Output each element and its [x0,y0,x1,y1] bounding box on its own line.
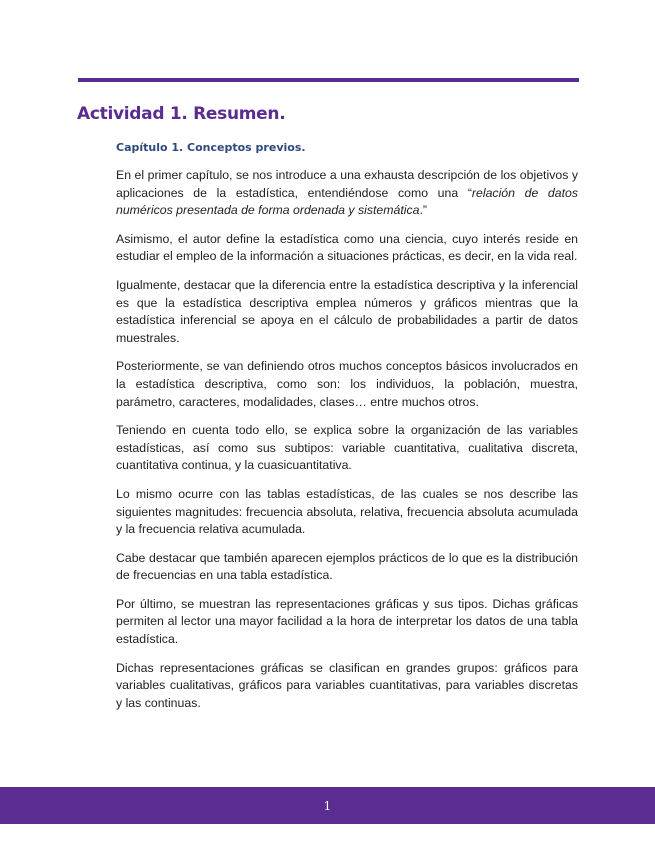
paragraph-4: Posteriormente, se van definiendo otros muchos conceptos básicos involucrados en la estadística descriptiva, como son: los individuos, la población, muestra, parámetro, caracteres, modalidades, clases… entre muchos otros. [116,359,578,409]
paragraph-1-end: .” [419,203,427,218]
paragraph-2: Asimismo, el autor define la estadística como una ciencia, cuyo interés reside en estudiar el empleo de la información a situaciones prácticas, es decir, en la vida real. [116,231,578,264]
paragraph-1-text: En el primer capítulo, se nos introduce a una exhausta descripción de los objetivos y aplicaciones de la estadística, entendiéndose como una “ [116,168,578,200]
paragraph-1 [116,167,578,220]
header-rule [78,78,579,82]
chapter-subtitle: Capítulo 1. Conceptos previos. [116,141,306,154]
footer-bar [0,787,655,824]
paragraph-9: Dichas representaciones gráficas se clasifican en grandes grupos: gráficos para variables cualitativas, gráficos para variables cuantitativas, para variables discretas y las continuas. [116,660,578,710]
document-body [116,167,578,723]
paragraph-7: Cabe destacar que también aparecen ejemplos prácticos de lo que es la distribución de frecuencias en una tabla estadística. [116,550,578,583]
paragraph-1-quote: relación de datos numéricos presentada de forma ordenada y sistemática [116,185,579,218]
paragraph-6: Lo mismo ocurre con las tablas estadísticas, de las cuales se nos describe las siguientes magnitudes: frecuencia absoluta, relativa, frecuencia absoluta acumulada y la frecuencia relativa acumulada. [116,486,578,537]
page-title: Actividad 1. Resumen. [77,104,286,124]
paragraph-8: Por último, se muestran las representaciones gráficas y sus tipos. Dichas gráficas permiten al lector una mayor facilidad a la hora de interpretar los datos de una tabla estadística. [116,596,578,647]
paragraph-3: Igualmente, destacar que la diferencia entre la estadística descriptiva y la inferencial es que la estadística descriptiva emplea números y gráficos mientras que la estadística inferencial se apoya en el cálculo de probabilidades a partir de datos muestrales. [116,277,578,345]
page-number: 1 [323,798,332,813]
paragraph-5: Teniendo en cuenta todo ello, se explica sobre la organización de las variables estadísticas, así como sus subtipos: variable cuantitativa, cualitativa discreta, cuantitativa continua, y la cuasicuantitativa. [116,423,578,473]
